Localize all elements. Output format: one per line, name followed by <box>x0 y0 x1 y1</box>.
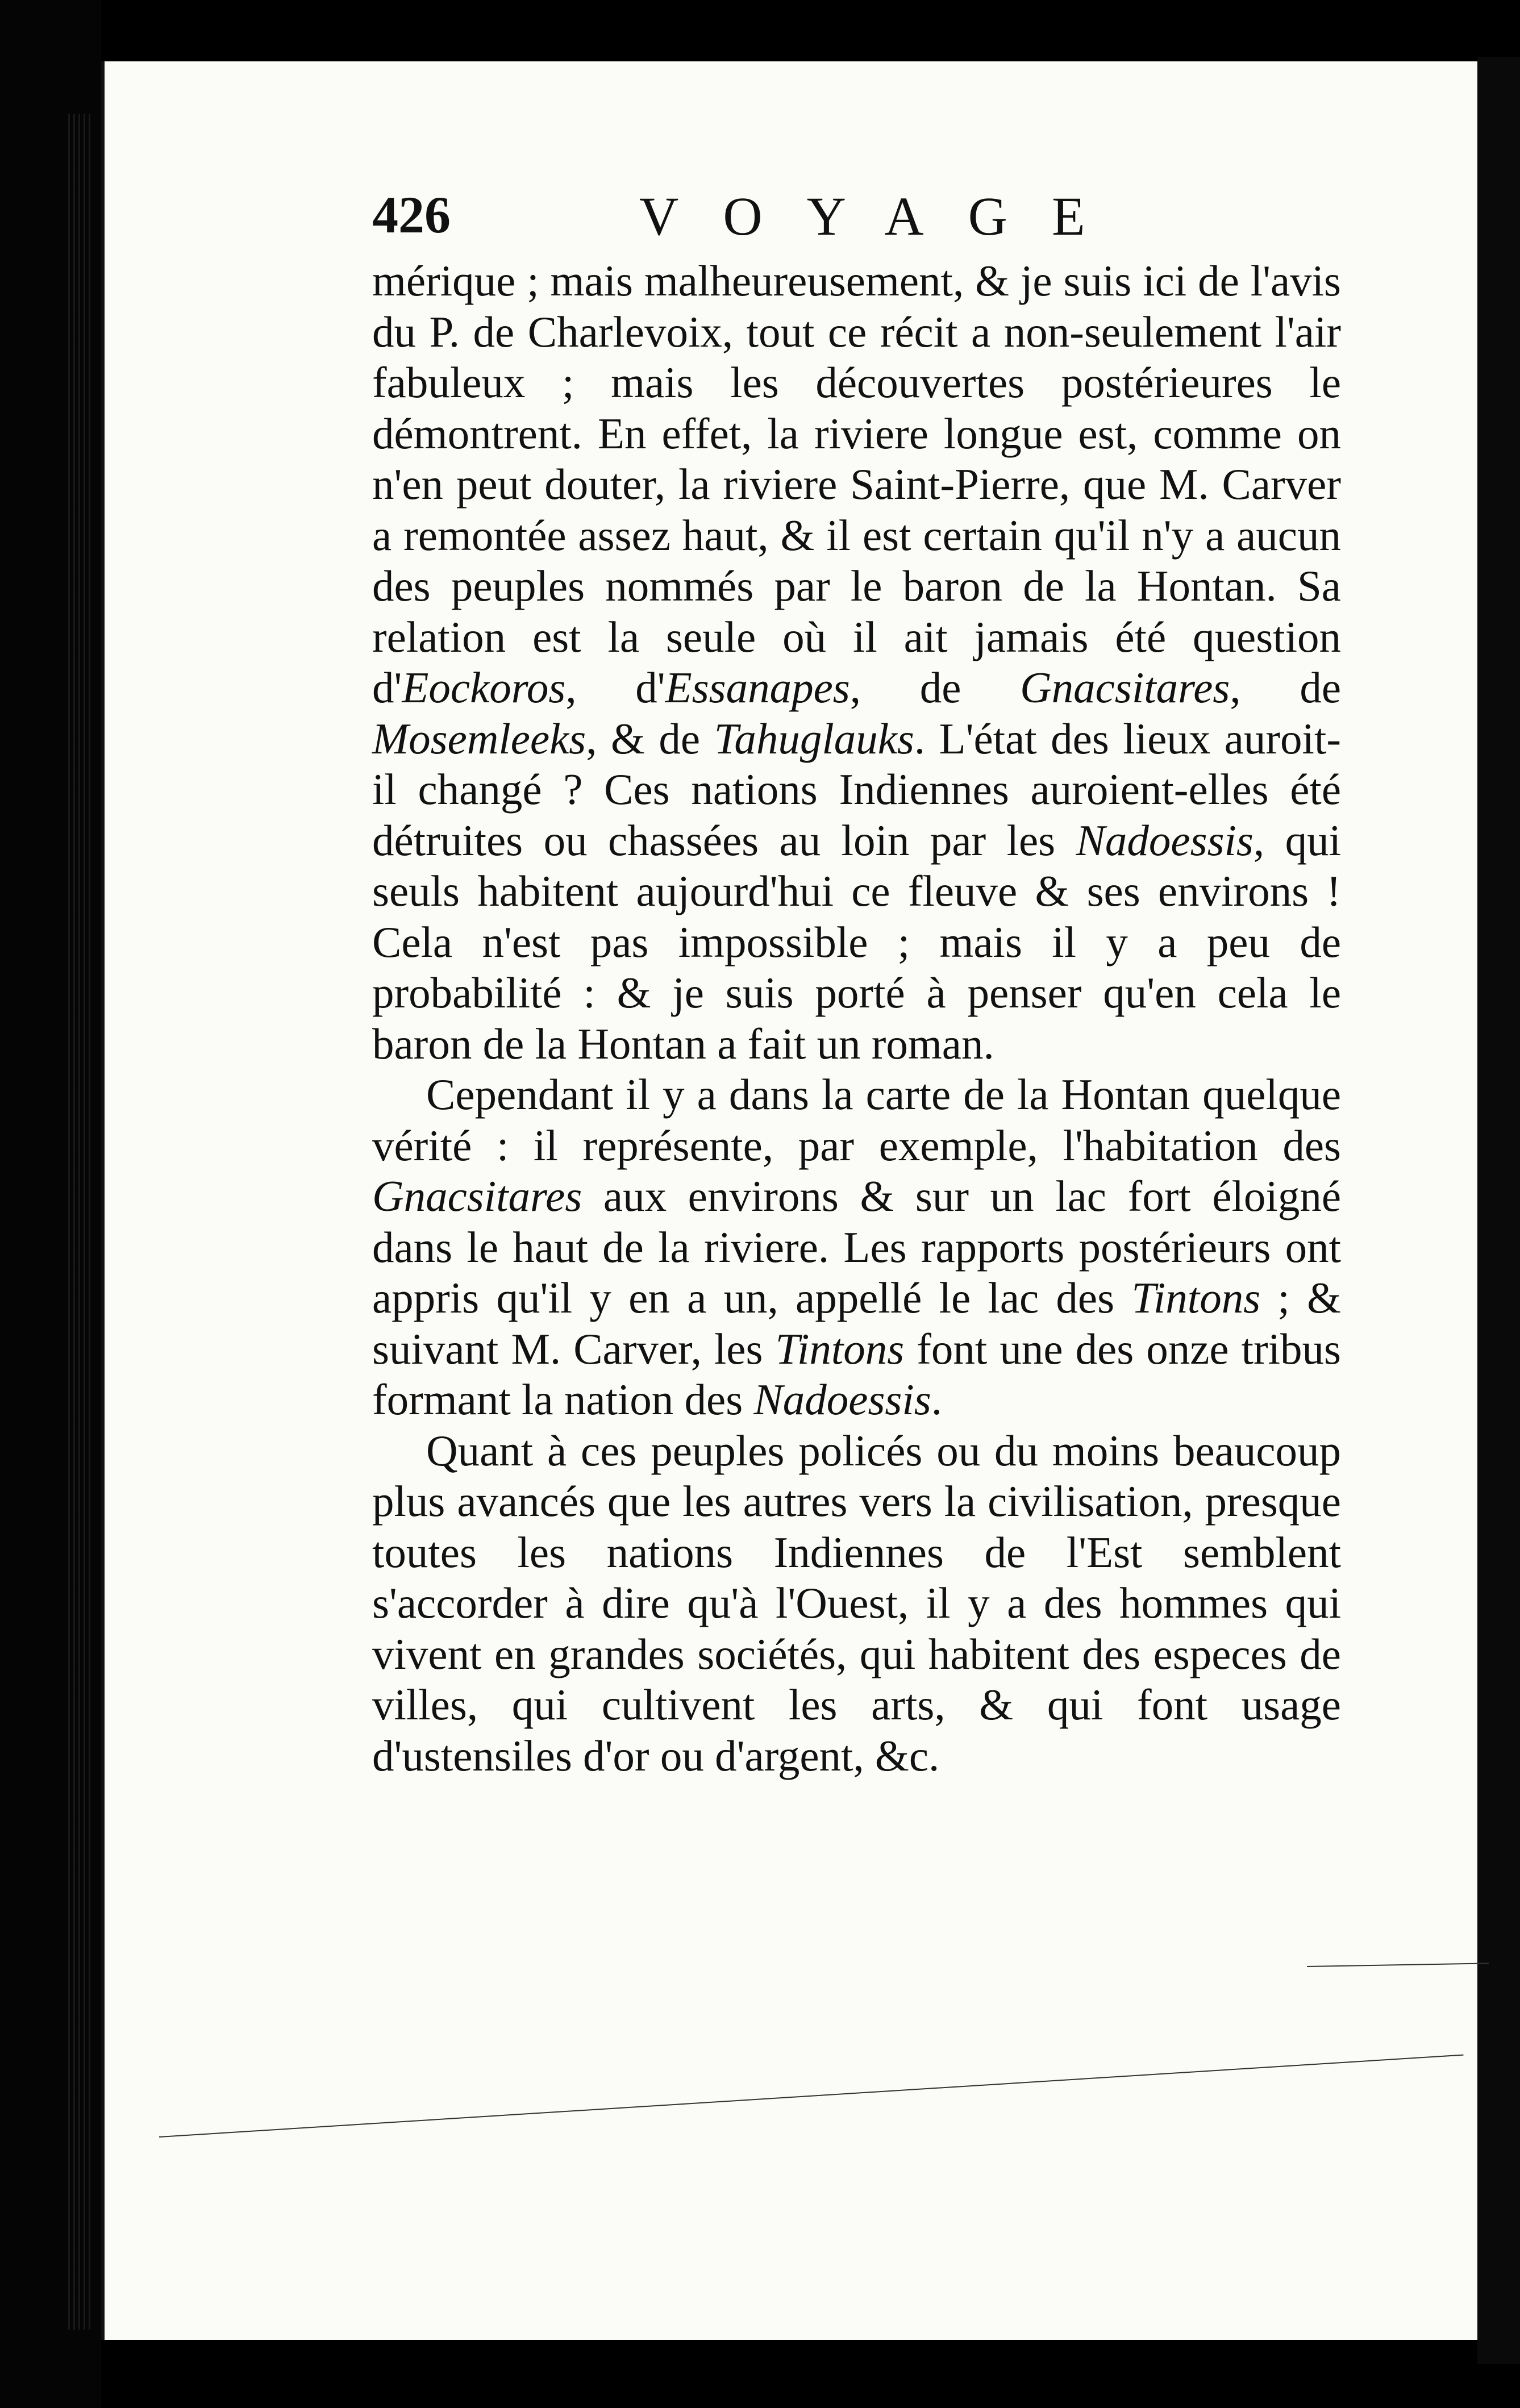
italic-name: Gnacsitares <box>372 1172 582 1220</box>
text-run: mérique ; mais malheureusement, & je suis ici de l'avis du P. de Charlevoix, tout ce récit a non-seulement l'air fabuleux ; mais les découvertes postérieures le démontrent. En effet, la riviere longue est, comme on n'en peut douter, la riviere Saint-Pierre, que M. Carver a remontée assez haut, & il est certain qu'il n'y a aucun des peuples nommés par le baron de la Hontan. Sa relation est la seule où il ait jamais été question d' <box>372 256 1341 712</box>
italic-name: Tahuglauks <box>714 714 914 763</box>
binding-shadow <box>68 114 91 2330</box>
italic-name: Tintons <box>1131 1273 1261 1322</box>
page-header <box>372 185 1327 253</box>
italic-name: Nadoessis <box>1076 815 1254 865</box>
text-run: font une des onze tribus formant la nation des <box>372 1324 1341 1424</box>
text-run: Quant à ces peuples policés ou du moins beaucoup plus avancés que les autres vers la civilisation, presque toutes les nations Indiennes de l'Est semblent s'accorder à dire qu'à l'Ouest, il y a des hommes qui vivent en grandes sociétés, qui habitent des especes de villes, qui cultivent les arts, & qui font usage d'ustensiles d'or ou d'argent, &c. <box>372 1426 1341 1780</box>
italic-name: Essanapes <box>665 663 850 712</box>
italic-name: Nadoessis <box>753 1375 931 1424</box>
text-run: Cependant il y a dans la carte de la Hontan quelque vérité : il représente, par exemple, l'habitation des <box>372 1070 1341 1170</box>
italic-name: Gnacsitares <box>1020 663 1230 712</box>
italic-name: Tintons <box>775 1324 905 1373</box>
text-run: , d' <box>565 663 665 712</box>
text-run: ; & suivant M. Carver, les <box>372 1273 1341 1373</box>
text-run: . <box>931 1375 942 1424</box>
italic-name: Mosemleeks <box>372 714 586 763</box>
running-title: VOYAGE <box>639 186 1130 247</box>
text-run: aux environs & sur un lac fort éloigné dans le haut de la riviere. Les rapports postérieurs ont appris qu'il y en a un, appellé le lac des <box>372 1172 1341 1322</box>
text-run: , de <box>1230 663 1341 712</box>
page-number: 426 <box>372 186 451 244</box>
scan-edge <box>1477 57 1520 2364</box>
text-run: , qui seuls habitent aujourd'hui ce fleuve & ses environs ! Cela n'est pas impossible ; mais il y a peu de probabilité : & je suis porté à penser qu'en cela le baron de la Hontan a fait un roman. <box>372 815 1341 1068</box>
text-run: , de <box>849 663 1021 712</box>
paragraph-3 <box>372 1426 1341 1782</box>
text-run: . L'état des lieux auroit-il changé ? Ces nations Indiennes auroient-elles été détruites ou chassées au loin par les <box>372 714 1341 865</box>
paragraph-1 <box>372 256 1341 1069</box>
scan-gutter <box>0 0 101 2408</box>
paragraph-2 <box>372 1069 1341 1426</box>
body-text <box>372 256 1341 1781</box>
italic-name: Eockoros <box>402 663 566 712</box>
text-run: , & de <box>586 714 714 763</box>
